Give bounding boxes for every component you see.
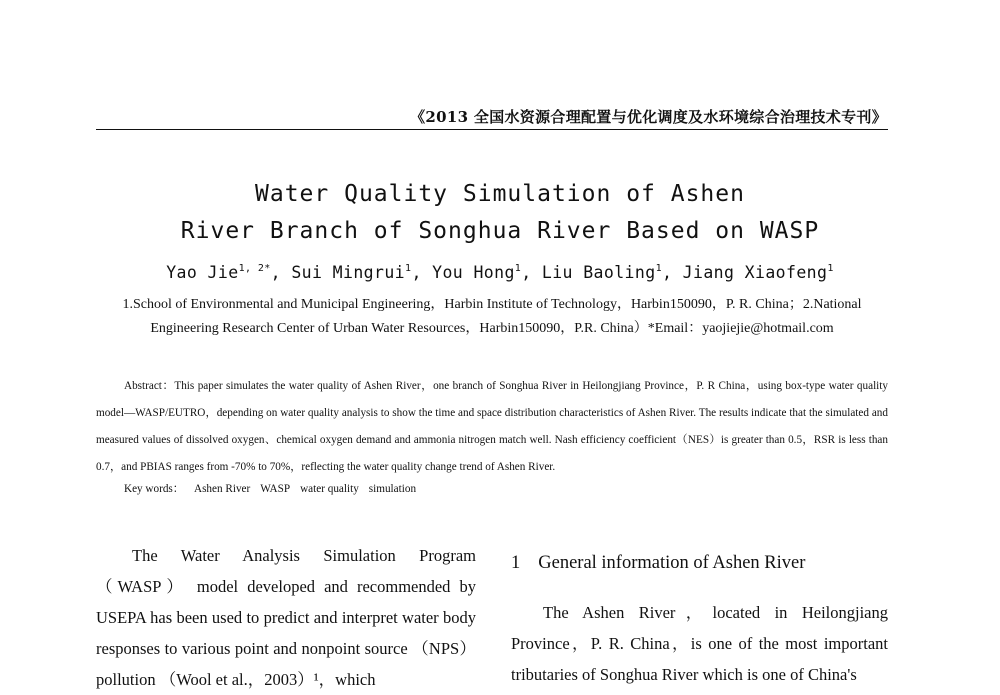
affiliation: [96, 293, 888, 341]
intro-paragraph: The Water Analysis Simulation Program （WASP） model developed and recommended by USEPA has been used to predict and interpret water body responses to various point and nonpoint source （NPS） pollution （Wool et al.，2003）¹，which: [96, 546, 476, 689]
author-list: Yao Jie$^{1, 2*}$, Sui Mingrui$^1$, You Hong$^1$, Liu Baoling$^1$, Jiang Xiaofeng$^1$: [166, 263, 834, 282]
author-affiliation-mark: 1: [514, 263, 522, 274]
keyword: water quality: [300, 483, 359, 495]
abstract: [96, 373, 888, 481]
section-paragraph: The Ashen River，located in Heilongjiang Province，P. R. China，is one of the most important tributaries of Songhua River which is one of China's: [511, 603, 888, 684]
author-name: You Hong: [432, 263, 515, 282]
author-affiliation-mark: 1: [827, 263, 834, 274]
title-line-1: Water Quality Simulation of Ashen: [255, 181, 745, 207]
author-name: Sui Mingrui: [291, 263, 406, 282]
affiliation-line-1: 1.School of Environmental and Municipal Engineering，Harbin Institute of Technology，Harbin150090，P. R. China；2.National: [122, 297, 862, 312]
author-affiliation-mark: 1, 2*: [238, 263, 271, 274]
author-affiliation-mark: 1: [655, 263, 662, 274]
author-name: Liu Baoling: [541, 263, 656, 282]
body-column-right: [511, 597, 888, 690]
header-rule: [96, 129, 888, 130]
abstract-label: Abstract：: [124, 380, 175, 392]
keyword: Ashen River: [193, 483, 251, 495]
section-number: 1: [511, 553, 521, 573]
keywords: [124, 480, 426, 496]
keywords-label: Key words：: [124, 483, 184, 495]
section-heading: [511, 553, 805, 574]
abstract-text: This paper simulates the water quality of Ashen River，one branch of Songhua River in Heilongjiang Province，P. R China，using box-type water quality model—WASP/EUTRO，depending on water quality analysis to show the time and space distribution characteristics of Ashen River. The results indicate that the simulated and measured values of dissolved oxygen、chemical oxygen demand and ammonia nitrogen match well. Nash efficiency coefficient（NES）is greater than 0.5，RSR is less than 0.7，and PBIAS ranges from -70% to 70%，reflecting the water quality change trend of Ashen River.: [96, 380, 888, 473]
keyword: WASP: [260, 483, 291, 495]
author-affiliation-mark: 1: [405, 263, 412, 274]
affiliation-line-2: Engineering Research Center of Urban Water Resources，Harbin150090，P.R. China）*Email：yaojiejie@hotmail.com: [150, 321, 834, 336]
section-title: General information of Ashen River: [538, 553, 806, 573]
journal-header: 《2013 全国水资源合理配置与优化调度及水环境综合治理技术专刊》: [410, 108, 887, 126]
body-column-left: [96, 540, 476, 695]
keyword: simulation: [368, 483, 417, 495]
author-name: Jiang Xiaofeng: [682, 263, 828, 282]
title-line-2: River Branch of Songhua River Based on WASP: [180, 218, 820, 244]
paper-title: [0, 176, 1000, 250]
author-name: Yao Jie: [166, 263, 239, 282]
